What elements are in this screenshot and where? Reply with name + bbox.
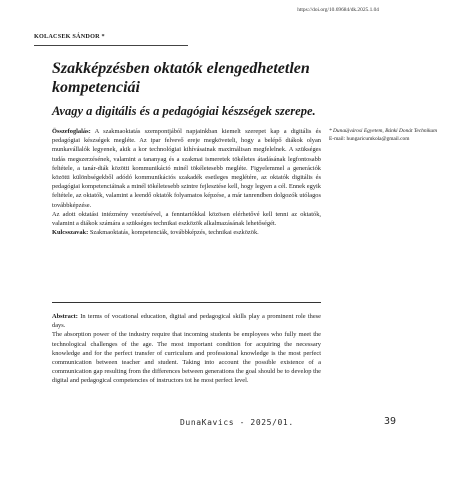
section-divider [52,302,321,303]
author-divider [34,45,188,46]
author-affiliation: * Dunaújvárosi Egyetem, Bánki Donát Technikum [329,128,437,134]
doi-link[interactable]: https://doi.org/10.69684/dk.2025.1.04 [297,7,379,13]
summary-label: Összefoglalás: [52,128,91,135]
journal-footer: DunaKavics - 2025/01. [180,418,294,427]
summary-section [52,127,321,237]
author-email[interactable]: E-mail: hungaricumkola@gmail.com [329,136,410,142]
summary-paragraph-1 [52,127,321,210]
abstract-paragraph-2: The absorption power of the industry require that incoming students be employees who fully meet the technological challenges of the age. The most important condition for acquiring the necessary knowledge and for the perfect transfer of curriculum and professional knowledge is the most perfect communication between teacher and student. Taking into account the possible existence of a communication gap resulting from the differences between generations the goal should be to develop the digital and pedagogical competencies of instructors tot he most perfect level. [52,331,321,385]
abstract-paragraph-1 [52,312,321,330]
page-number: 39 [384,416,397,427]
keywords-line [52,228,321,237]
abstract-section [52,312,321,386]
abstract-text-1: In terms of vocational education, digital and pedagogical skills play a prominent role these days. [52,313,321,330]
keywords-text: Szakmaoktatás, kompetenciák, továbbképzés, technikai eszközök. [88,229,259,237]
article-title: Szakképzésben oktatók elengedhetetlen kompetenciái [52,60,310,96]
abstract-label: Abstract: [52,313,78,320]
keywords-label: Kulcsszavak: [52,229,89,237]
article-subtitle: Avagy a digitális és a pedagógiai készségek szerepe. [52,104,316,118]
summary-text-1: A szakmaoktatás szempontjából napjainkban kiemelt szerepet kap a digitális és pedagógiai készségek megléte. Az ipar felvevő ereje megköveteli, hogy a belépő diákok olyan munkavállalók legyenek, akik a kor technológiai kihívásainak maximálisan megfelelnek. A szükséges tudás megszerzésének, valamint a tananyag és a szakmai ismeretek tökéletes átadásának legfontosabb feltétele, a tanár-diák közötti kommunikáció minél tökéletesebb megléte. Figyelemmel a generációk közötti különbségekből adódó kommunikációs szakadék esetleges meglétére, az oktatók digitális és pedagógiai kompetenciáinak a minél tökéletesebb szintre fejlesztése kell, hogy legyen a cél. Ennek egyik feltétele, az oktatók, valamint a leendő oktatók folyamatos képzése, a már tanrendben dolgozók utólagos továbbképzése. [52,128,321,209]
author-name: KOLACSEK SÁNDOR * [34,33,105,40]
author-footnote [329,127,439,143]
summary-paragraph-2: Az adott oktatási intézmény vezetésével, a fenntartókkal közösen elérhetővé kell tenni az oktatók, valamint a diákok számára a szükséges technikai eszközök alkalmazásának lehetőségét. [52,210,321,228]
